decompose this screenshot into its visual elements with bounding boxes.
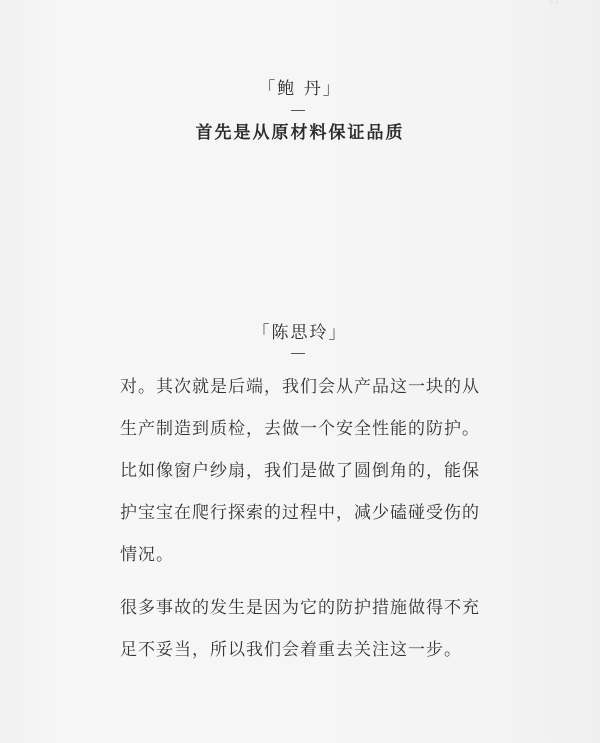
speaker-name-bao-dan: 「鲍 丹」 (258, 79, 342, 99)
corner-mark-icon: ◦◦ (548, 0, 560, 9)
speaker-divider (291, 110, 305, 111)
speaker-name-chen-siling: 「陈思玲」 (252, 323, 348, 343)
speaker-divider (291, 353, 305, 354)
speaker-quote-headline: 首先是从原材料保证品质 (195, 123, 405, 143)
answer-paragraph: 很多事故的发生是因为它的防护措施做得不充足不妥当，所以我们会着重去关注这一步。 (120, 598, 480, 660)
answer-paragraph: 对。其次就是后端，我们会从产品这一块的从生产制造到质检，去做一个安全性能的防护。比如像窗户纱扇，我们是做了圆倒角的，能保护宝宝在爬行探索的过程中，减少磕碰受伤的情况。 (120, 377, 480, 565)
